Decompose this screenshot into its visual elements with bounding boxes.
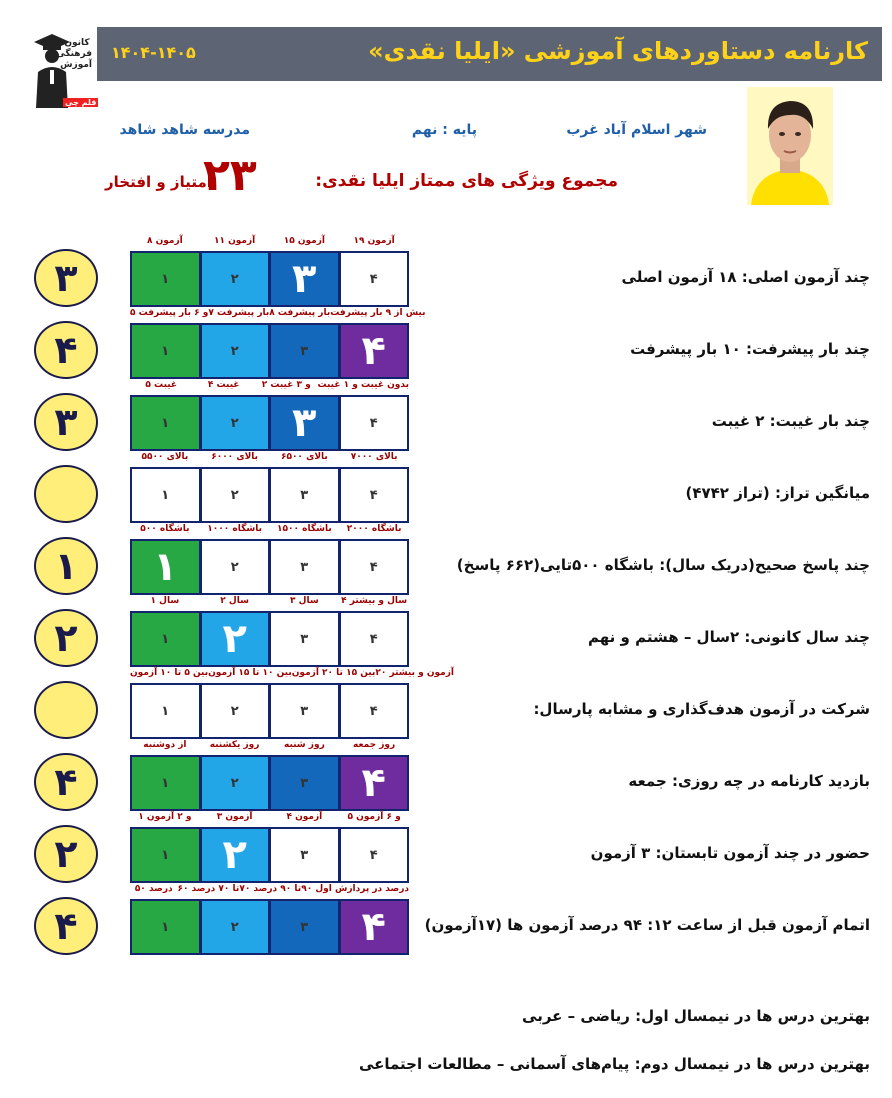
summary-label: مجموع ویژگی های ممتاز ایلیا نقدی: xyxy=(315,171,618,191)
level-header: بالای ۶۵۰۰ xyxy=(280,452,328,462)
level-header: ۴ سال و بیشتر xyxy=(341,596,408,606)
level-header: بین ۱۰ تا ۱۵ آزمون xyxy=(208,668,292,678)
level-grid xyxy=(130,395,409,451)
criteria-question: حضور در چند آزمون تابستان: ۳ آزمون xyxy=(590,844,870,862)
level-headers xyxy=(130,380,409,390)
level-header: ۱۹ آزمون xyxy=(353,236,395,246)
row-score-badge xyxy=(34,681,98,739)
level-headers xyxy=(130,452,409,462)
row-score-badge: ۱ xyxy=(34,537,98,595)
level-header: ۲ و ۳ غیبت xyxy=(261,380,311,390)
student-grade: پایه : نهم xyxy=(411,122,477,138)
criteria-row xyxy=(0,380,892,446)
level-cell: ۲ xyxy=(202,325,269,377)
level-header: باشگاه ۱۰۰۰ xyxy=(207,524,262,534)
level-header: ۶۰ تا ۷۰ درصد xyxy=(177,884,240,894)
level-cell: ۳ xyxy=(271,613,338,665)
level-header: از دوشنبه xyxy=(143,740,187,750)
level-header: ۷۰ تا ۹۰ درصد xyxy=(239,884,302,894)
level-headers xyxy=(130,668,455,678)
level-grid xyxy=(130,755,409,811)
level-header: ۳ سال xyxy=(290,596,319,606)
level-header: ۲ سال xyxy=(220,596,249,606)
level-cell: ۱ xyxy=(132,325,199,377)
level-cell: ۴ xyxy=(341,541,408,593)
level-cell: ۳ xyxy=(271,757,338,809)
level-header: ۱۱ آزمون xyxy=(213,236,256,246)
level-headers xyxy=(130,524,409,534)
student-school: مدرسه شاهد شاهد xyxy=(119,122,250,138)
criteria-row xyxy=(0,884,892,950)
level-header: ۵ و ۶ بار پیشرفت xyxy=(130,308,209,318)
level-headers xyxy=(130,812,409,822)
student-city: شهر اسلام آباد غرب xyxy=(566,122,707,138)
title-banner xyxy=(97,27,882,81)
criteria-row xyxy=(0,454,892,514)
row-score-badge: ۲ xyxy=(34,825,98,883)
level-header: ۱ سال xyxy=(150,596,180,606)
level-grid xyxy=(130,899,409,955)
row-score-badge: ۳ xyxy=(34,249,98,307)
level-grid xyxy=(130,323,409,379)
score-label: امتیاز و افتخار xyxy=(105,173,212,191)
level-header: ۵۰ درصد xyxy=(134,884,173,894)
level-cell: ۲ xyxy=(202,469,269,521)
level-cell: ۱ xyxy=(132,253,199,305)
level-cell: ۲ xyxy=(202,541,269,593)
level-grid xyxy=(130,251,409,307)
criteria-row xyxy=(0,236,892,302)
level-header: روز شنبه xyxy=(284,740,325,750)
page-title: کارنامه دستاوردهای آموزشی «ایلیا نقدی» xyxy=(368,37,868,65)
level-cell: ۳ xyxy=(271,469,338,521)
level-grid xyxy=(130,611,409,667)
level-header: ۱۵ آزمون xyxy=(283,236,326,246)
level-header: ۵ غیبت xyxy=(145,380,178,390)
level-cell: ۴ xyxy=(341,829,408,881)
level-cell: ۲ xyxy=(202,757,269,809)
level-cell: ۱ xyxy=(132,901,199,953)
level-cell: ۳ xyxy=(271,253,338,305)
level-header: بین ۱۵ تا ۲۰ آزمون xyxy=(291,668,376,678)
level-cell: ۴ xyxy=(341,397,408,449)
criteria-row xyxy=(0,812,892,878)
criteria-question: چند سال کانونی: ۲سال – هشتم و نهم xyxy=(588,628,870,646)
criteria-row xyxy=(0,596,892,662)
level-header: روز یکشنبه xyxy=(209,740,260,750)
level-header: بالای ۵۵۰۰ xyxy=(141,452,189,462)
level-cell: ۳ xyxy=(271,541,338,593)
level-header: بدون غیبت و ۱ غیبت xyxy=(317,380,409,390)
row-score-badge: ۴ xyxy=(34,897,98,955)
level-grid xyxy=(130,683,409,739)
level-header: ۸ بار پیشرفت xyxy=(269,308,331,318)
row-score-badge: ۴ xyxy=(34,321,98,379)
criteria-question: چند پاسخ صحیح(دریک سال): باشگاه ۵۰۰تایی(۶۶۲ پاسخ) xyxy=(456,556,870,574)
level-cell: ۲ xyxy=(202,685,269,737)
criteria-question: چند آزمون اصلی: ۱۸ آزمون اصلی xyxy=(621,268,870,286)
criteria-row xyxy=(0,308,892,374)
row-score-badge: ۲ xyxy=(34,609,98,667)
level-header: باشگاه ۲۰۰۰ xyxy=(346,524,402,534)
level-cell: ۱ xyxy=(132,469,199,521)
level-header: روز جمعه xyxy=(353,740,396,750)
level-cell: ۲ xyxy=(202,397,269,449)
level-cell: ۴ xyxy=(341,757,408,809)
level-header: باشگاه ۱۵۰۰ xyxy=(277,524,332,534)
level-cell: ۴ xyxy=(341,253,408,305)
level-cell: ۴ xyxy=(341,685,408,737)
level-header: بالای ۷۰۰۰ xyxy=(350,452,398,462)
level-header: بیش از ۹ بار پیشرفت xyxy=(330,308,426,318)
level-cell: ۴ xyxy=(341,613,408,665)
level-header: بالای ۶۰۰۰ xyxy=(211,452,259,462)
level-cell: ۳ xyxy=(271,325,338,377)
row-score-badge: ۴ xyxy=(34,753,98,811)
level-header: ۵ و ۶ آزمون xyxy=(347,812,401,822)
level-cell: ۴ xyxy=(341,325,408,377)
student-photo xyxy=(747,87,833,205)
level-header: ۴ غیبت xyxy=(207,380,240,390)
level-grid xyxy=(130,539,409,595)
level-header: ۳ آزمون xyxy=(216,812,253,822)
level-cell: ۳ xyxy=(271,829,338,881)
level-cell: ۱ xyxy=(132,757,199,809)
level-cell: ۱ xyxy=(132,685,199,737)
level-cell: ۳ xyxy=(271,397,338,449)
level-cell: ۱ xyxy=(132,829,199,881)
criteria-question: اتمام آزمون قبل از ساعت ۱۲: ۹۴ درصد آزمون ها (۱۷آزمون) xyxy=(424,916,870,934)
level-cell: ۲ xyxy=(202,829,269,881)
best-subjects-second-term: بهترین درس ها در نیمسال دوم: پیام‌های آسمانی – مطالعات اجتماعی xyxy=(358,1055,870,1073)
level-grid xyxy=(130,467,409,523)
logo-text: کانون فرهنگی آموزش xyxy=(56,38,92,70)
level-cell: ۲ xyxy=(202,901,269,953)
criteria-row xyxy=(0,524,892,590)
criteria-row xyxy=(0,740,892,806)
best-subjects-first-term: بهترین درس ها در نیمسال اول: ریاضی – عربی xyxy=(522,1007,870,1025)
row-score-badge xyxy=(34,465,98,523)
level-cell: ۳ xyxy=(271,901,338,953)
level-header: بین ۵ تا ۱۰ آزمون xyxy=(130,668,209,678)
level-cell: ۱ xyxy=(132,613,199,665)
school-years: ۱۴۰۴-۱۴۰۵ xyxy=(111,43,196,62)
level-headers xyxy=(130,884,409,894)
criteria-question: چند بار پیشرفت: ۱۰ بار پیشرفت xyxy=(630,340,870,358)
logo-tag: قلم چی xyxy=(65,98,97,107)
row-score-badge: ۳ xyxy=(34,393,98,451)
level-header: ۸ آزمون xyxy=(146,236,183,246)
level-header: باشگاه ۵۰۰ xyxy=(140,524,190,534)
level-cell: ۳ xyxy=(271,685,338,737)
level-cell: ۴ xyxy=(341,469,408,521)
criteria-question: بازدید کارنامه در چه روزی: جمعه xyxy=(628,772,870,790)
criteria-question: چند بار غیبت: ۲ غیبت xyxy=(711,412,870,430)
criteria-question: میانگین تراز: (تراز ۴۷۴۲) xyxy=(685,484,870,502)
level-cell: ۲ xyxy=(202,253,269,305)
total-score: ۲۳ xyxy=(203,150,257,201)
criteria-question: شرکت در آزمون هدف‌گذاری و مشابه پارسال: xyxy=(533,700,870,718)
level-header: ۴ آزمون xyxy=(286,812,323,822)
level-cell: ۲ xyxy=(202,613,269,665)
level-header: ۲۰ آزمون و بیشتر xyxy=(375,668,455,678)
level-cell: ۱ xyxy=(132,541,199,593)
level-cell: ۴ xyxy=(341,901,408,953)
level-headers xyxy=(130,236,409,246)
level-header: ۷ بار پیشرفت xyxy=(208,308,270,318)
level-header: ۱ و ۲ آزمون xyxy=(138,812,192,822)
level-headers xyxy=(130,596,409,606)
level-header: ۹۰ درصد در پردازش اول xyxy=(301,884,409,894)
level-cell: ۱ xyxy=(132,397,199,449)
level-headers xyxy=(130,740,409,750)
level-grid xyxy=(130,827,409,883)
criteria-row xyxy=(0,670,892,730)
level-headers xyxy=(130,308,426,318)
